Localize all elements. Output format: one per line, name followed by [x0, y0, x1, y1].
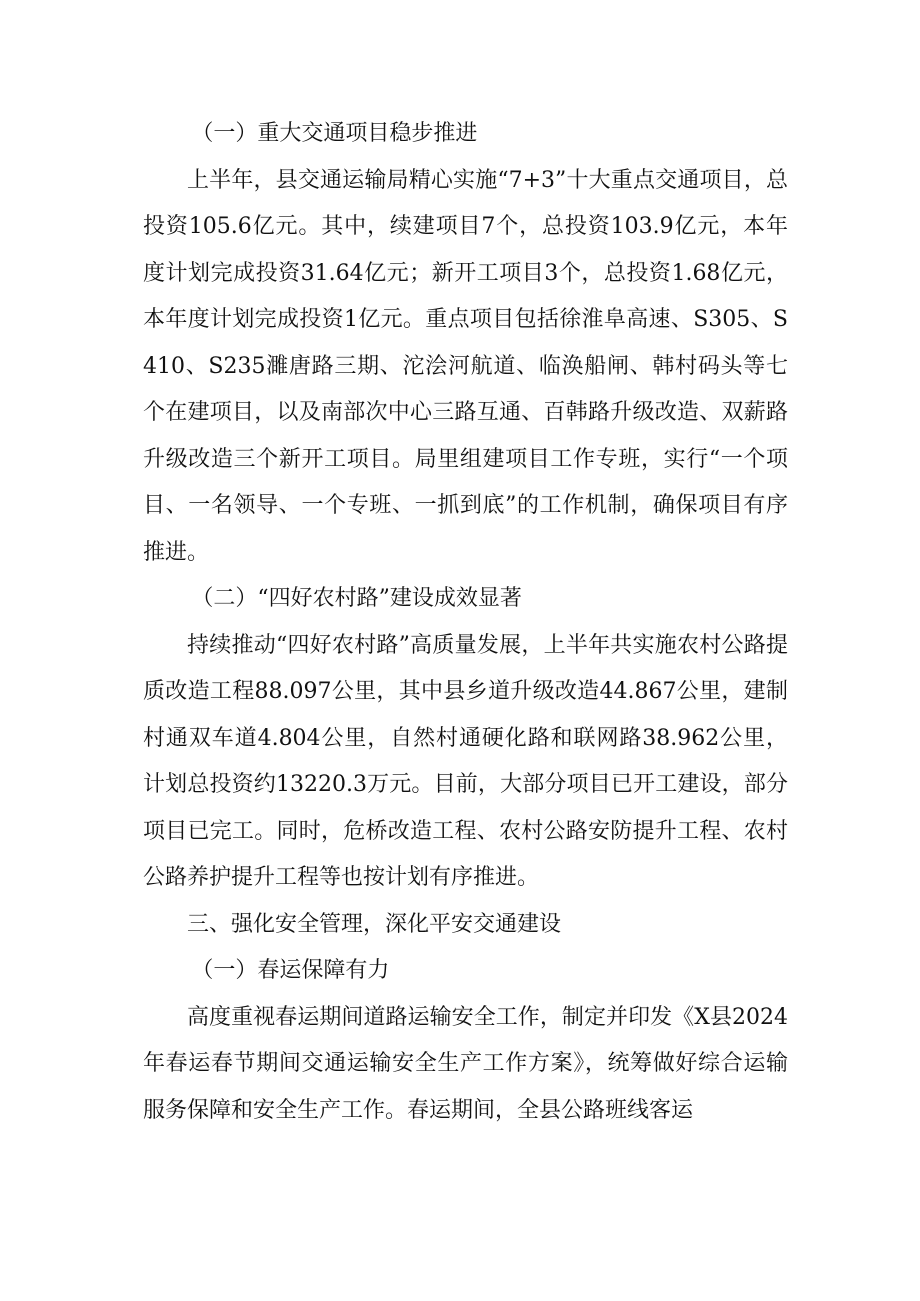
section-heading-spring-festival: （一）春运保障有力 [191, 958, 390, 983]
paragraph-rural-roads: 持续推动“四好农村路”高质量发展，上半年共实施农村公路提质改造工程88.097公里，其中县乡道升级改造44.867公里，建制村通双车道4.804公里，自然村通硬化路和联网路38.962公里，计划总投资约13220.3万元。目前，大部分项目已开工建设，部分项目已完工。同时，危桥改造工程、农村公路安防提升工程、农村公路养护提升工程等也按计划有序推进。 [143, 632, 788, 890]
document-body [143, 111, 788, 1134]
paragraph-spring-festival: 高度重视春运期间道路运输安全工作，制定并印发《X县2024年春运春节期间交通运输安全生产工作方案》，统筹做好综合运输服务保障和安全生产工作。春运期间，全县公路班线客运 [143, 1004, 788, 1123]
section-heading-major-projects: （一）重大交通项目稳步推进 [191, 121, 478, 146]
paragraph-major-projects: 上半年，县交通运输局精心实施“7+3”十大重点交通项目，总投资105.6亿元。其中，续建项目7个，总投资103.9亿元，本年度计划完成投资31.64亿元；新开工项目3个，总投资1.68亿元，本年度计划完成投资1亿元。重点项目包括徐淮阜高速、S305、S410、S235濉唐路三期、沱浍河航道、临涣船闸、韩村码头等七个在建项目，以及南部次中心三路互通、百韩路升级改造、双薪路升级改造三个新开工项目。局里组建项目工作专班，实行“一个项目、一名领导、一个专班、一抓到底”的工作机制，确保项目有序推进。 [143, 167, 788, 565]
chapter-heading-safety: 三、强化安全管理，深化平安交通建设 [187, 911, 562, 937]
section-heading-rural-roads: （二）“四好农村路”建设成效显著 [191, 586, 522, 611]
